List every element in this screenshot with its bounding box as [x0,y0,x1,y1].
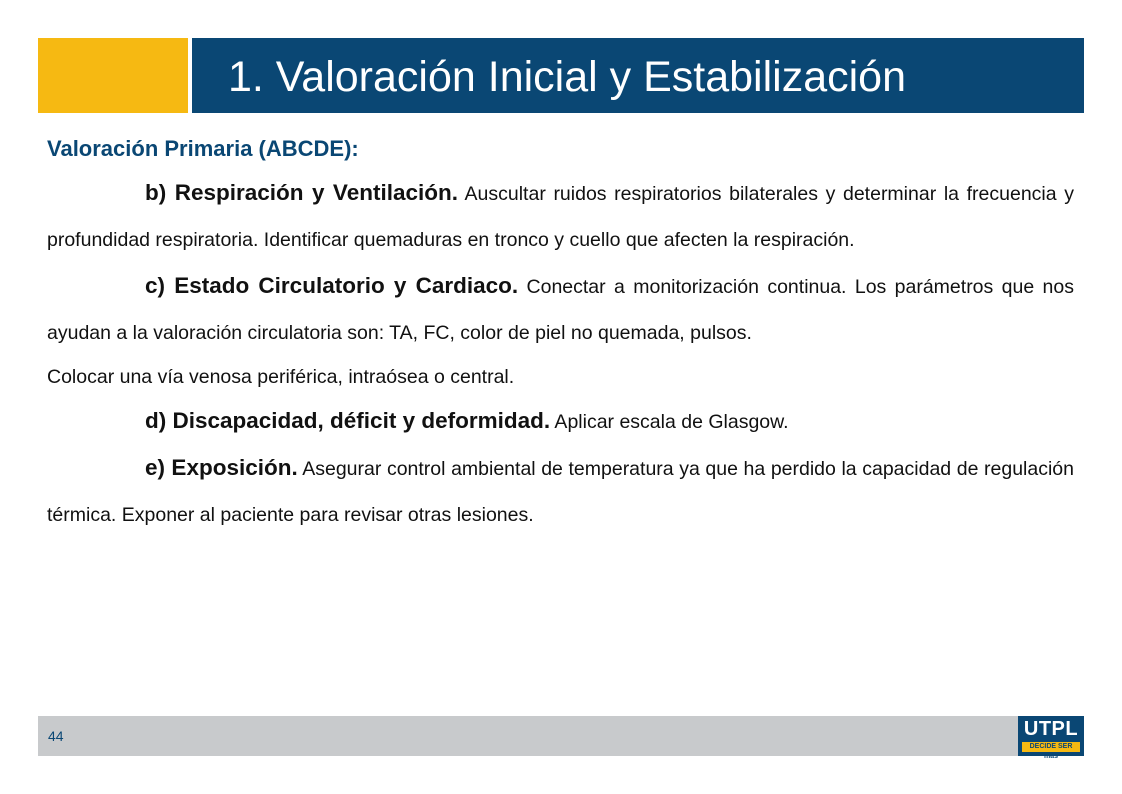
section-heading: Valoración Primaria (ABCDE): [47,136,359,161]
header-bar [192,38,1084,113]
item-c-lead: c) Estado Circulatorio y Cardiaco. [145,273,519,298]
item-e-lead: e) Exposición. [145,455,298,480]
item-b-lead: b) Respiración y Ventilación. [145,180,458,205]
item-b-text: Auscultar ruidos respiratorios bilaterales y determinar la frecuencia y profundidad respiratoria. Identificar quemaduras en tronco y cuello que afecten la respiración. [47,183,1074,251]
slide-title: 1. Valoración Inicial y Estabilización [228,53,906,101]
item-c [47,263,1074,356]
item-e-text: Asegurar control ambiental de temperatura ya que ha perdido la capacidad de regulación térmica. Exponer al paciente para revisar otras lesiones. [47,458,1074,526]
item-e [47,445,1074,538]
item-d-lead: d) Discapacidad, déficit y deformidad. [145,408,551,433]
slide-content [47,130,1074,538]
page-number: 44 [48,728,64,744]
header-accent-block [38,38,188,113]
item-d-text: Aplicar escala de Glasgow. [550,411,789,433]
item-c-text: Conectar a monitorización continua. Los parámetros que nos ayudan a la valoración circulatoria son: TA, FC, color de piel no quemada, pulsos. [47,276,1074,344]
item-c-extra: Colocar una vía venosa periférica, intraósea o central. [47,366,515,388]
logo-wordmark: UTPL [1023,718,1079,740]
item-b [47,170,1074,263]
utpl-logo [1018,716,1084,760]
logo-tagline: DECIDE SER más [1022,742,1080,752]
item-d [47,398,1074,445]
footer-bar [38,716,1084,756]
